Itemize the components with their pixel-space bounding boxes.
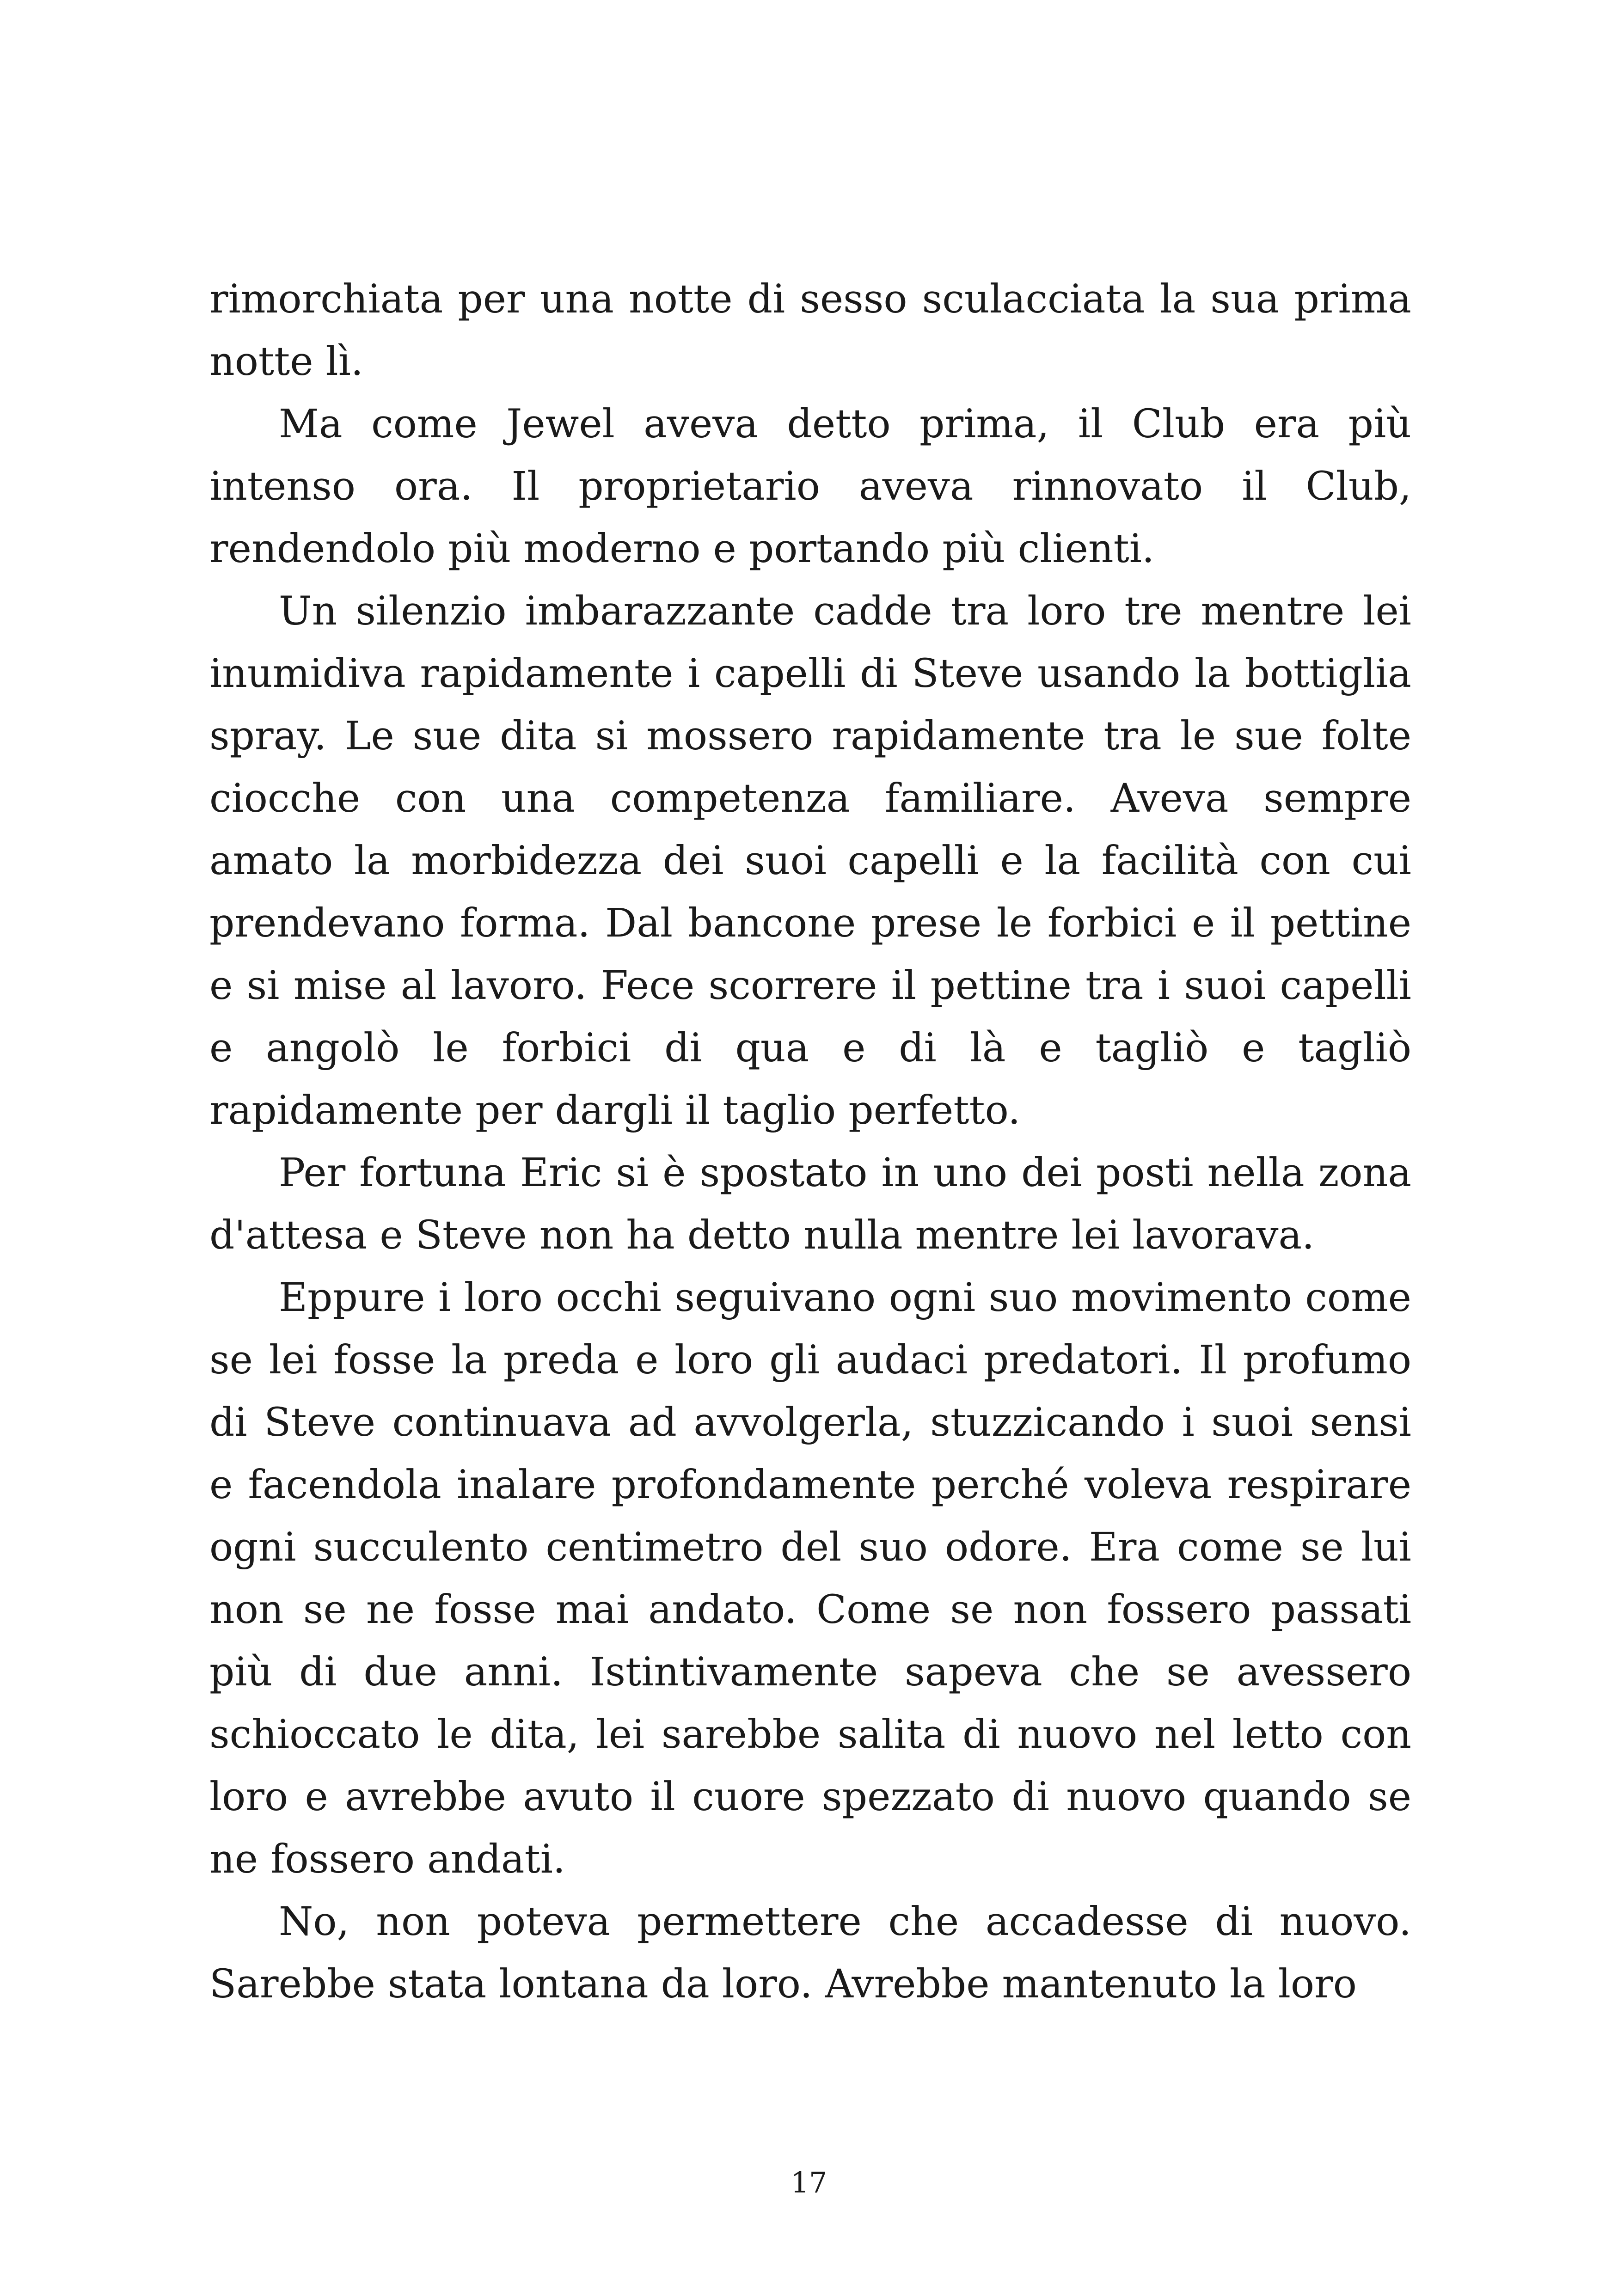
paragraph: No, non poteva permettere che accadesse di nuovo. Sarebbe stata lontana da loro. Avrebbe mantenuto la loro (209, 1899, 1411, 2007)
body-text (209, 268, 1411, 2015)
paragraph: Ma come Jewel aveva detto prima, il Club era più intenso ora. Il proprietario aveva rinnovato il Club, rendendolo più moderno e portando più clienti. (209, 401, 1411, 572)
paragraph: Per fortuna Eric si è spostato in uno dei posti nella zona d'attesa e Steve non ha detto nulla mentre lei lavorava. (209, 1150, 1411, 1258)
paragraph: rimorchiata per una notte di sesso sculacciata la sua prima notte lì. (209, 276, 1411, 385)
paragraph: Un silenzio imbarazzante cadde tra loro tre mentre lei inumidiva rapidamente i capelli di Steve usando la bottiglia spray. Le sue dita si mossero rapidamente tra le sue folte ciocche con una competenza familiare. Aveva sempre amato la morbidezza dei suoi capelli e la facilità con cui prendevano forma. Dal bancone prese le forbici e il pettine e si mise al lavoro. Fece scorrere il pettine tra i suoi capelli e angolò le forbici di qua e di là e tagliò e tagliò rapidamente per dargli il taglio perfetto. (209, 588, 1411, 1133)
paragraph: Eppure i loro occhi seguivano ogni suo movimento come se lei fosse la preda e loro gli audaci predatori. Il profumo di Steve continuava ad avvolgerla, stuzzicando i suoi sensi e facendola inalare profondamente perché voleva respirare ogni succulento centimetro del suo odore. Era come se lui non se ne fosse mai andato. Come se non fossero passati più di due anni. Istintivamente sapeva che se avessero schioccato le dita, lei sarebbe salita di nuovo nel letto con loro e avrebbe avuto il cuore spezzato di nuovo quando se ne fossero andati. (209, 1275, 1411, 1882)
page-number: 17 (791, 2166, 827, 2199)
